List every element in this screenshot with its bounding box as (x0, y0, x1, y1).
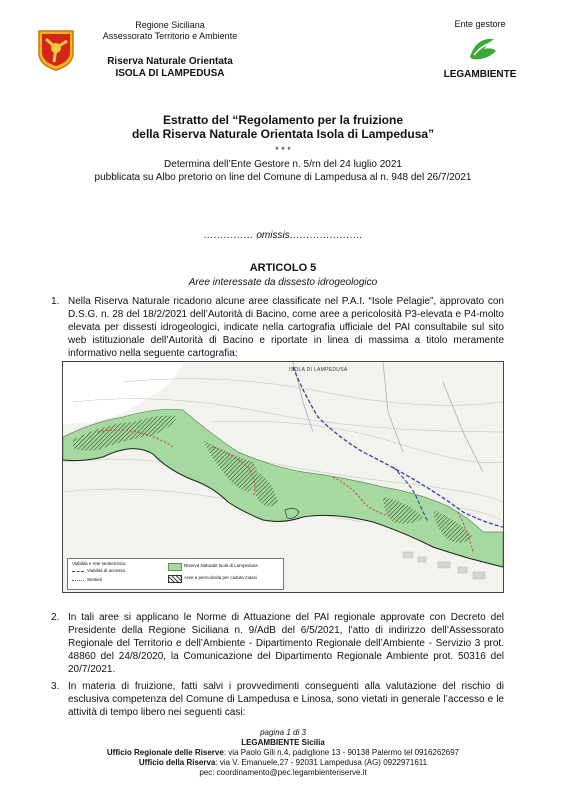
legend-access-road: Viabilità di accesso (87, 568, 126, 573)
legend-reserve-swatch (168, 563, 182, 571)
legambiente-name: LEGAMBIENTE (443, 69, 517, 80)
document-title-line1: Estratto del “Regolamento per la fruizione (162, 113, 404, 127)
legend-access-road-symbol (72, 571, 84, 572)
paragraph-2-text: In tali aree si applicano le Norme di Attuazione del PAI regionale approvate con Decreto del Presidente della Regione Siciliana n. 9/AdB del 6/5/2021, l’atto di indirizzo dell’Assessorato Regionale del Territorio e dell’Ambiente - Dipartimento Regionale dell’Ambiente - Servizio 3 prot. 48860 del 24/8/2020, la Comunicazione del Dipartimento Regionale Ambiente prot. 50316 del 20/7/2021. (68, 612, 504, 675)
determina-line: Determina dell’Ente Gestore n. 5/rn del 24 luglio 2021 (164, 159, 402, 170)
separator-stars: * * * (275, 145, 291, 155)
document-title-line2: della Riserva Naturale Orientata Isola di Lampedusa” (131, 127, 435, 141)
reserve-name: Riserva Naturale Orientata (107, 56, 233, 67)
hydrogeological-risk-map (62, 361, 504, 593)
omissis-text: …………… omissis…………………. (203, 230, 363, 241)
paragraph-1-number: 1. (51, 296, 60, 307)
map-place-label: ISOLA DI LAMPEDUSA (289, 367, 348, 373)
paragraph-2-number: 2. (51, 612, 60, 623)
footer-line-3 (20, 768, 546, 778)
article-heading: ARTICOLO 5 (249, 262, 317, 274)
legend-trails: Sentieri (87, 577, 103, 582)
footer-org: LEGAMBIENTE Sicilia (241, 738, 325, 747)
footer-line-2-label: Ufficio della Riserva (138, 758, 216, 767)
omissis (30, 229, 536, 242)
legend-reserve: Riserva Naturale Isola di Lampedusa (184, 563, 258, 568)
footer-line-3-label: pec: (199, 768, 215, 777)
legend-trails-symbol (72, 580, 84, 581)
ente-gestore-label: Ente gestore (454, 19, 506, 29)
department-name: Assessorato Territorio e Ambiente (102, 31, 238, 41)
paragraph-3-text: In materia di fruizione, fatti salvi i provvedimenti conseguenti alla valutazione del rischio di esclusiva competenza del Comune di Lampedusa e Linosa, sono vietati in generale l’accesso e le attività di tempo libero nei seguenti casi: (68, 681, 504, 718)
footer-line-1-label: Ufficio Regionale delle Riserve (106, 748, 224, 757)
sicily-coat-of-arms-logo (37, 29, 75, 71)
article-subheading: Aree interessate da dissesto idrogeologico (188, 277, 378, 288)
footer-line-1 (20, 748, 546, 758)
legend-hazard: Aree a pericolosità per caduta massi (184, 575, 257, 580)
paragraph-1-text: Nella Riserva Naturale ricadono alcune aree classificate nel P.A.I. “Isole Pelagie”, approvato con D.S.G. n. 28 del 18/2/2021 dell’Autorità di Bacino, come aree a pericolosità P3-elevata e P4-molto elevata per dissesti idrogeologici, indicate nella cartografia ufficiale del PAI consultabile sul sito web istituzionale dell’Autorità di Bacino e riportate in linea di massima a titolo meramente informativo nella seguente cartografia: (68, 296, 504, 359)
legambiente-logo (466, 33, 498, 65)
region-name: Regione Siciliana (135, 20, 205, 30)
footer-line-2 (20, 758, 546, 768)
footer-line-1-text: : via Paolo Gili n.4, padiglione 13 - 90138 Palermo tel 0916262697 (223, 748, 460, 757)
page-number: pagina 1 di 3 (260, 728, 306, 737)
paragraph-3-number: 3. (51, 681, 60, 692)
footer-line-3-text: coordinamento@pec.legambienteriserve.it (214, 768, 367, 777)
footer-line-2-text: : via V. Emanuele,27 - 92031 Lampedusa (AG) 0922971611 (215, 758, 428, 767)
pubblicazione-line: pubblicata su Albo pretorio on line del Comune di Lampedusa al n. 948 del 26/7/2021 (94, 172, 472, 183)
map-legend (67, 558, 284, 590)
reserve-island: ISOLA DI LAMPEDUSA (115, 68, 225, 79)
legend-hazard-swatch (168, 575, 182, 583)
legend-viabilita: Viabilità e rete sentieristica (72, 561, 126, 566)
